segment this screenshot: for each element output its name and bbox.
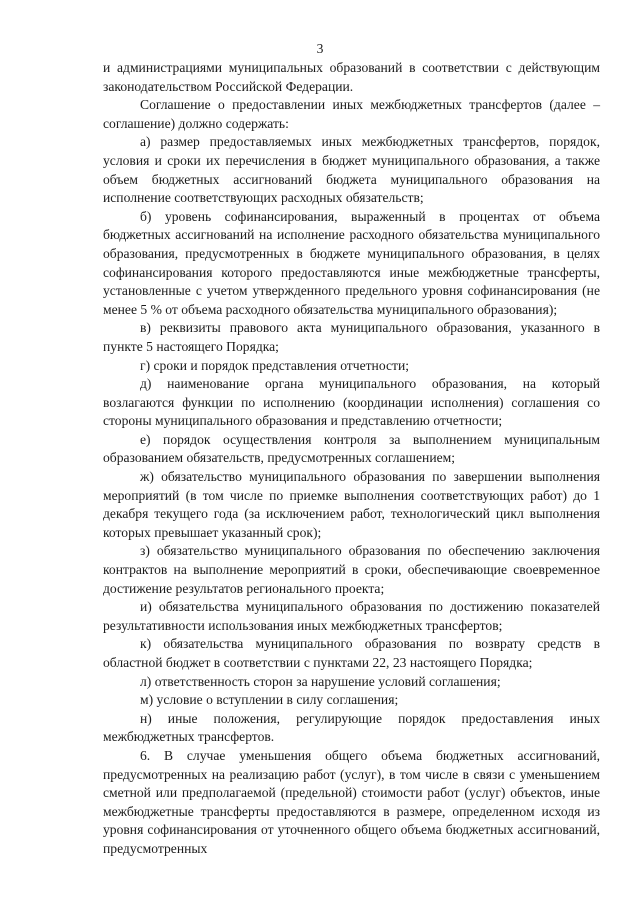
list-item-z: з) обязательство муниципального образования по обеспечению заключения контрактов на выполнение мероприятий в сроки, обеспечивающие своевременное достижение результатов регионального проекта; [103,543,600,596]
list-item-k: к) обязательства муниципального образования по возврату средств в областной бюджет в соответствии с пунктами 22, 23 настоящего Порядка; [103,636,600,670]
paragraph-agreement-contents: Соглашение о предоставлении иных межбюджетных трансфертов (далее – соглашение) должно содержать: [103,97,600,131]
list-item-d: д) наименование органа муниципального образования, на который возлагаются функции по исполнению (координации исполнения) соглашения со стороны муниципального образования и представлению отчетности; [103,376,600,429]
list-item-a: а) размер предоставляемых иных межбюджетных трансфертов, порядок, условия и сроки их перечисления в бюджет муниципального образования, а также объем бюджетных ассигнований бюджета муниципального образования на исполнение соответствующих расходных обязательств; [103,134,600,206]
paragraph-continuation: и администрациями муниципальных образований в соответствии с действующим законодательством Российской Федерации. [103,60,600,94]
list-item-e: е) порядок осуществления контроля за выполнением муниципальным образованием обязательств, предусмотренных соглашением; [103,431,600,466]
list-item-zh: ж) обязательство муниципального образования по завершении выполнения мероприятий (в том числе по приемке выполнения соответствующих работ) до 1 декабря текущего года (за исключением работ, технологический цикл выполнения которых превышает указанный срок); [103,469,600,540]
list-item-m: м) условие о вступлении в силу соглашения; [140,692,399,708]
document-body [103,59,600,859]
paragraph-section-6: 6. В случае уменьшения общего объема бюджетных ассигнований, предусмотренных на реализацию работ (услуг), в том числе в связи с уменьшением сметной или предполагаемой (предельной) стоимости работ (услуг) объектов, иные межбюджетные трансферты предоставляются в размере, определенном исходя из уровня софинансирования от уточненного общего объема бюджетных ассигнований, предусмотренных [103,747,600,856]
list-item-v: в) реквизиты правового акта муниципального образования, указанного в пункте 5 настоящего Порядка; [103,320,600,354]
list-item-l: л) ответственность сторон за нарушение условий соглашения; [140,673,501,689]
page-number: 3 [316,41,324,56]
list-item-g: г) сроки и порядок представления отчетности; [140,357,409,373]
list-item-i: и) обязательства муниципального образования по достижению показателей результативности использования иных межбюджетных трансфертов; [103,599,600,633]
list-item-n: н) иные положения, регулирующие порядок предоставления иных межбюджетных трансфертов. [103,710,600,745]
list-item-b: б) уровень софинансирования, выраженный в процентах от объема бюджетных ассигнований на исполнение расходного обязательства муниципального образования, предусмотренных в бюджете муниципального образования, в целях софинансирования которого предоставляются иные межбюджетные трансферты, установленные с учетом утвержденного предельного уровня софинансирования (не менее 5 % от объема расходного обязательства муниципального образования); [103,208,600,317]
